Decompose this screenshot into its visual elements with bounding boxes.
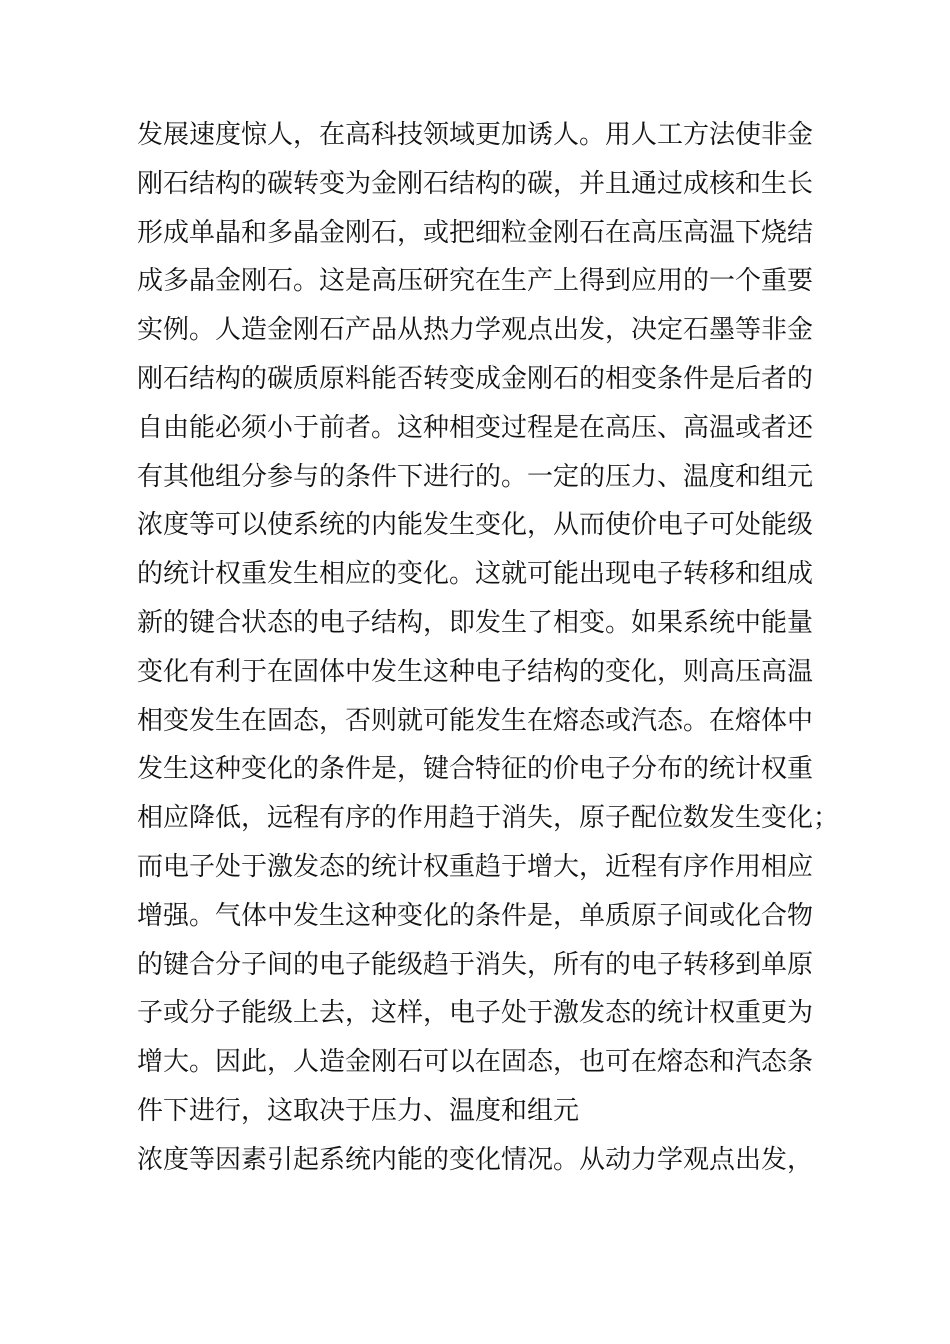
text-line: 实例。人造金刚石产品从热力学观点出发，决定石墨等非金 [137,315,814,346]
text-line: 件下进行，这取决于压力、温度和组元 [137,1095,580,1126]
text-line: 相应降低，远程有序的作用趋于消失，原子配位数发生变化； [137,803,840,834]
text-line: 浓度等可以使系统的内能发生变化，从而使价电子可处能级 [137,510,814,541]
text-line: 新的键合状态的电子结构，即发生了相变。如果系统中能量 [137,607,814,638]
text-line: 相变发生在固态，否则就可能发生在熔态或汽态。在熔体中 [137,705,814,736]
text-line: 刚石结构的碳质原料能否转变成金刚石的相变条件是后者的 [137,363,814,394]
text-line: 形成单晶和多晶金刚石，或把细粒金刚石在高压高温下烧结 [137,217,814,248]
text-line: 变化有利于在固体中发生这种电子结构的变化，则高压高温 [137,656,814,687]
text-line: 而电子处于激发态的统计权重趋于增大，近程有序作用相应 [137,851,814,882]
text-line: 发展速度惊人，在高科技领域更加诱人。用人工方法使非金 [137,120,814,150]
text-line: 的统计权重发生相应的变化。这就可能出现电子转移和组成 [137,559,814,590]
text-line: 增强。气体中发生这种变化的条件是，单质原子间或化合物 [137,900,814,931]
body-text [137,111,840,1185]
text-line: 有其他组分参与的条件下进行的。一定的压力、温度和组元 [137,461,814,492]
text-line: 自由能必须小于前者。这种相变过程是在高压、高温或者还 [137,412,814,443]
text-line: 的键合分子间的电子能级趋于消失，所有的电子转移到单原 [137,949,814,980]
text-line: 增大。因此，人造金刚石可以在固态，也可在熔态和汽态条 [137,1047,814,1078]
text-line: 刚石结构的碳转变为金刚石结构的碳，并且通过成核和生长 [137,168,814,199]
text-line: 成多晶金刚石。这是高压研究在生产上得到应用的一个重要 [137,266,814,297]
text-line: 发生这种变化的条件是，键合特征的价电子分布的统计权重 [137,754,814,785]
text-line: 子或分子能级上去，这样，电子处于激发态的统计权重更为 [137,998,814,1029]
text-line: 浓度等因素引起系统内能的变化情况。从动力学观点出发， [137,1144,814,1175]
